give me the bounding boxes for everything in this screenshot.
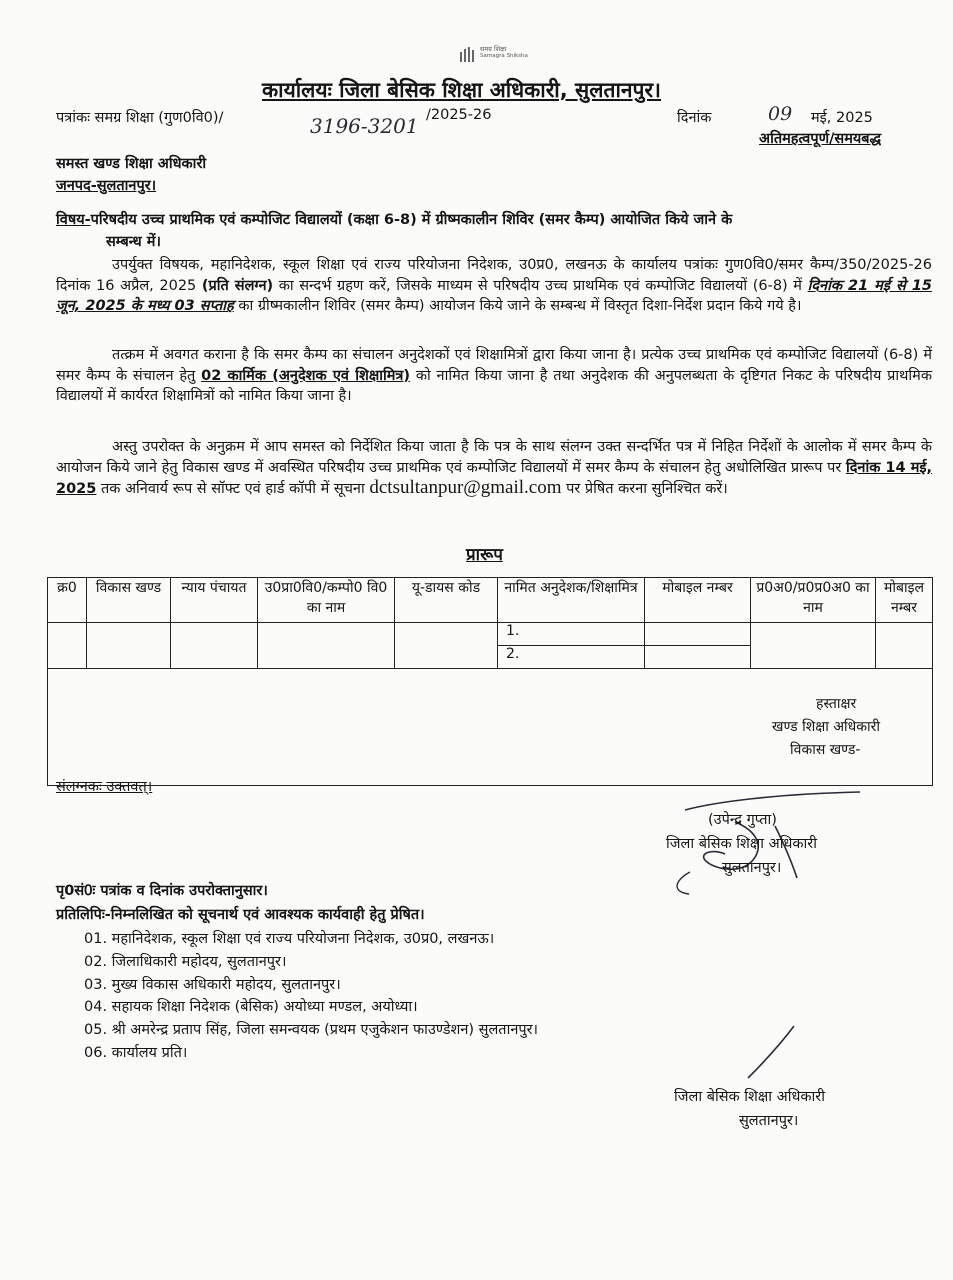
col-header-mobile-2: मोबाइल नम्बर xyxy=(876,578,933,623)
block-officer-signature: हस्ताक्षर खण्ड शिक्षा अधिकारी विकास खण्ड- xyxy=(772,696,880,758)
col-header-serial: क्र0 xyxy=(48,578,87,623)
col-header-panchayat: न्याय पंचायत xyxy=(171,578,258,623)
signature-row xyxy=(48,669,933,786)
paragraph-2: तत्क्रम में अवगत कराना है कि समर कैम्प का संचालन अनुदेशकों एवं शिक्षामित्रों द्वारा किया जाना है। प्रत्येक उच्च प्राथमिक एवं कम्पोजिट विद्यालयों (6-8) में समर कैम्प के संचालन हेतु 02 कार्मिक (अनुदेशक एवं शिक्षामित्र) को नामित किया जाना है तथा अनुदेशक की अनुपलब्धता के दृष्टिगत निकट के परिषदीय प्राथमिक विद्यालयों में कार्यरत शिक्षामित्रों को नामित किया जाना है। xyxy=(56,347,932,405)
addressee-line2: जनपद-सुलतानपुर। xyxy=(56,178,157,194)
paragraph-3: अस्तु उपरोक्त के अनुक्रम में आप समस्त को निर्देशित किया जाता है कि पत्र के साथ संलग्न उक्त सन्दर्भित पत्र में निहित निर्देशों के आलोक में समर कैम्प के आयोजन किये जाने हेतु विकास खण्ड में अवस्थित परिषदीय उच्च प्राथमिक एवं कम्पोजिट विद्यालयों में समर कैम्प के संचालन हेतु अधोलिखित प्रारूप पर दिनांक 14 मई, 2025 तक अनिवार्य रूप से सॉफ्ट एवं हार्ड कॉपी में सूचना dctsultanpur@gmail.com पर प्रेषित करना सुनिश्चित करें। xyxy=(56,439,933,499)
endorsement-ref: पृ0सं0ः पत्रांक व दिनांक उपरोक्तानुसार। xyxy=(56,883,268,899)
table-row xyxy=(48,623,933,646)
logo-text-english: Samagra Shiksha xyxy=(480,53,528,59)
col-header-udise-code: यू-डायस कोड xyxy=(395,578,498,623)
col-header-nominated: नामित अनुदेशक/शिक्षामित्र xyxy=(498,578,645,623)
list-item: 06. कार्यालय प्रति। xyxy=(84,1045,188,1061)
deadline-date: दिनांक 14 मई, 2025 xyxy=(56,459,933,498)
subject-line2: सम्बन्ध में। xyxy=(106,234,161,250)
col-header-mobile: मोबाइल नम्बर xyxy=(645,578,751,623)
table-header-row xyxy=(48,578,933,623)
staff-count: 02 कार्मिक (अनुदेशक एवं शिक्षामित्र) xyxy=(201,367,411,384)
signatory-name: (उपेन्द्र गुप्ता) xyxy=(708,812,777,828)
handwritten-date-day: 09 xyxy=(768,103,793,125)
list-item: 04. सहायक शिक्षा निदेशक (बेसिक) अयोध्या मण्डल, अयोध्या। xyxy=(84,999,418,1015)
enclosure-label: संलग्नकः उक्तवत्। xyxy=(56,779,153,795)
footer-signature-stroke xyxy=(740,1022,800,1082)
list-item: 01. महानिदेशक, स्कूल शिक्षा एवं राज्य परियोजना निदेशक, उ0प्र0, लखनऊ। xyxy=(84,931,495,947)
handwritten-ref-number: 3196-3201 xyxy=(310,114,419,138)
copy-to-heading: प्रतिलिपिः-निम्नलिखित को सूचनार्थ एवं आवश्यक कार्यवाही हेतु प्रेषित। xyxy=(56,907,425,923)
footer-place: सुलतानपुर। xyxy=(739,1113,799,1129)
ref-prefix: पत्रांकः समग्र शिक्षा (गुण0वि0)/ xyxy=(56,110,224,126)
col-header-headmaster: प्र0अ0/प्र0प्र0अ0 का नाम xyxy=(751,578,876,623)
enclosure-note: (प्रति संलग्न) xyxy=(201,277,274,294)
ref-suffix: /2025-26 xyxy=(426,107,492,123)
row-number: 2. xyxy=(498,646,645,669)
format-table xyxy=(47,577,933,786)
list-item: 05. श्री अमरेन्द्र प्रताप सिंह, जिला समन्वयक (प्रथम एजुकेशन फाउण्डेशन) सुलतानपुर। xyxy=(84,1022,539,1038)
col-header-block: विकास खण्ड xyxy=(87,578,171,623)
signatory-designation: जिला बेसिक शिक्षा अधिकारी xyxy=(666,836,817,852)
subject-label: विषय- xyxy=(56,212,91,228)
office-title: कार्यालयः जिला बेसिक शिक्षा अधिकारी, सुलतानपुर। xyxy=(262,78,662,102)
addressee-line1: समस्त खण्ड शिक्षा अधिकारी xyxy=(56,156,207,172)
subject-line1 xyxy=(56,209,732,229)
paragraph-1: उपर्युक्त विषयक, महानिदेशक, स्कूल शिक्षा एवं राज्य परियोजना निदेशक, उ0प्र0, लखनऊ के कार्यालय पत्रांकः गुण0वि0/समर कैम्प/350/2025-26 दिनांक 16 अप्रैल, 2025 (प्रति संलग्न) का सन्दर्भ ग्रहण करें, जिसके माध्यम से परिषदीय उच्च प्राथमिक एवं कम्पोजिट विद्यालयों (6-8) में दिनांक 21 मई से 15 जून, 2025 के मध्य 03 सप्ताह का ग्रीष्मकालीन शिविर (समर कैम्प) आयोजन किये जाने के सम्बन्ध में विस्तृत दिशा-निर्देश प्रदान किये गये है। xyxy=(56,257,933,315)
date-label: दिनांक xyxy=(677,110,712,126)
email-link[interactable]: dctsultanpur@gmail.com xyxy=(369,477,562,499)
col-header-school-name: उ0प्रा0वि0/कम्पो0 वि0 का नाम xyxy=(258,578,395,623)
priority-label: अतिमहत्वपूर्ण/समयबद्ध xyxy=(759,131,882,147)
date-rest: मई, 2025 xyxy=(811,110,873,126)
footer-designation: जिला बेसिक शिक्षा अधिकारी xyxy=(674,1089,825,1105)
signatory-place: सुलतानपुर। xyxy=(722,860,782,876)
row-number: 1. xyxy=(498,623,645,646)
list-item: 03. मुख्य विकास अधिकारी महोदय, सुलतानपुर। xyxy=(84,977,341,993)
logo-text-hindi: समग्र शिक्षा xyxy=(480,45,507,53)
list-item: 02. जिलाधिकारी महोदय, सुलतानपुर। xyxy=(84,954,287,970)
camp-dates: दिनांक 21 मई से 15 जून, 2025 के मध्य 03 सप्ताह xyxy=(56,277,933,315)
logo-emblem-icon xyxy=(458,44,478,64)
subject-text: परिषदीय उच्च प्राथमिक एवं कम्पोजिट विद्यालयों (कक्षा 6-8) में ग्रीष्मकालीन शिविर (समर कैम्प) आयोजित किये जाने के xyxy=(90,212,733,228)
format-title: प्रारूप xyxy=(466,545,503,565)
